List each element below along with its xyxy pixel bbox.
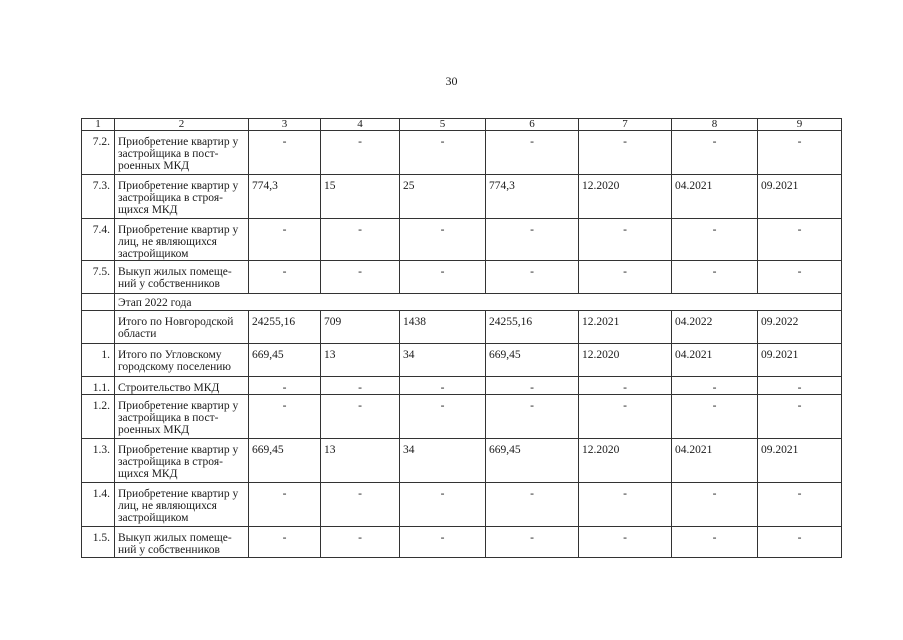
cell-col-3: 774,3 bbox=[249, 175, 321, 219]
table-row bbox=[82, 344, 842, 377]
cell-col-7: 12.2020 bbox=[579, 344, 672, 377]
header-cell: 7 bbox=[579, 119, 672, 131]
cell-col-4: - bbox=[321, 261, 400, 294]
table-row bbox=[82, 131, 842, 175]
cell-col-8: - bbox=[672, 219, 758, 261]
row-name: Приобретение квартир у застройщика в пост-роенных МКД bbox=[115, 395, 249, 439]
table-row bbox=[82, 377, 842, 395]
cell-col-9: - bbox=[758, 377, 842, 395]
cell-col-6: - bbox=[486, 219, 579, 261]
cell-col-6: - bbox=[486, 377, 579, 395]
cell-col-8: - bbox=[672, 131, 758, 175]
cell-col-9: - bbox=[758, 219, 842, 261]
cell-col-8: - bbox=[672, 261, 758, 294]
cell-col-9: 09.2021 bbox=[758, 439, 842, 483]
header-cell: 4 bbox=[321, 119, 400, 131]
cell-col-9: - bbox=[758, 395, 842, 439]
cell-col-6: - bbox=[486, 261, 579, 294]
cell-col-4: - bbox=[321, 219, 400, 261]
cell-col-6: 669,45 bbox=[486, 439, 579, 483]
cell-col-5: - bbox=[400, 377, 486, 395]
row-name: Строительство МКД bbox=[115, 377, 249, 395]
table-row bbox=[82, 261, 842, 294]
cell-col-5: - bbox=[400, 131, 486, 175]
row-number: 1.4. bbox=[82, 483, 115, 527]
row-name: Приобретение квартир у застройщика в строя-щихся МКД bbox=[115, 439, 249, 483]
table-row bbox=[82, 483, 842, 527]
table-row bbox=[82, 395, 842, 439]
cell-col-6: 669,45 bbox=[486, 344, 579, 377]
cell-col-9: - bbox=[758, 131, 842, 175]
row-number: 7.4. bbox=[82, 219, 115, 261]
cell-col-9: - bbox=[758, 527, 842, 558]
header-cell: 5 bbox=[400, 119, 486, 131]
cell-col-4: - bbox=[321, 395, 400, 439]
row-number: 7.2. bbox=[82, 131, 115, 175]
cell-col-6: 24255,16 bbox=[486, 311, 579, 344]
row-number: 7.5. bbox=[82, 261, 115, 294]
header-cell: 1 bbox=[82, 119, 115, 131]
cell-col-8: 04.2022 bbox=[672, 311, 758, 344]
cell-col-4: - bbox=[321, 377, 400, 395]
cell-col-8: - bbox=[672, 377, 758, 395]
row-number: 1.3. bbox=[82, 439, 115, 483]
cell-col-7: 12.2020 bbox=[579, 175, 672, 219]
cell-col-3: - bbox=[249, 377, 321, 395]
cell-col-6: - bbox=[486, 527, 579, 558]
header-row bbox=[82, 119, 842, 131]
cell-col-5: - bbox=[400, 219, 486, 261]
cell-col-8: 04.2021 bbox=[672, 439, 758, 483]
cell-col-7: 12.2021 bbox=[579, 311, 672, 344]
cell-col-5: - bbox=[400, 261, 486, 294]
cell-col-7: 12.2020 bbox=[579, 439, 672, 483]
table-row bbox=[82, 311, 842, 344]
cell-col-5: 25 bbox=[400, 175, 486, 219]
row-name: Приобретение квартир у лиц, не являющихся застройщиком bbox=[115, 219, 249, 261]
cell-col-3: - bbox=[249, 483, 321, 527]
row-name: Выкуп жилых помеще-ний у собственников bbox=[115, 527, 249, 558]
header-cell: 2 bbox=[115, 119, 249, 131]
row-number: 1. bbox=[82, 344, 115, 377]
cell-col-4: 13 bbox=[321, 439, 400, 483]
row-name: Итого по Угловскому городскому поселению bbox=[115, 344, 249, 377]
cell-col-4: - bbox=[321, 527, 400, 558]
cell-col-4: - bbox=[321, 483, 400, 527]
cell-col-6: 774,3 bbox=[486, 175, 579, 219]
cell-col-4: - bbox=[321, 131, 400, 175]
cell-col-9: - bbox=[758, 261, 842, 294]
cell-col-7: - bbox=[579, 261, 672, 294]
cell-col-7: - bbox=[579, 483, 672, 527]
cell-col-5: 34 bbox=[400, 439, 486, 483]
cell-col-7: - bbox=[579, 527, 672, 558]
cell-col-8: - bbox=[672, 395, 758, 439]
cell-col-8: 04.2021 bbox=[672, 175, 758, 219]
table-row bbox=[82, 439, 842, 483]
cell-col-7: - bbox=[579, 377, 672, 395]
row-number bbox=[82, 294, 115, 311]
header-cell: 6 bbox=[486, 119, 579, 131]
header-cell: 9 bbox=[758, 119, 842, 131]
row-name: Приобретение квартир у лиц, не являющихся застройщиком bbox=[115, 483, 249, 527]
cell-col-3: - bbox=[249, 131, 321, 175]
cell-col-9: 09.2021 bbox=[758, 175, 842, 219]
row-name: Выкуп жилых помеще-ний у собственников bbox=[115, 261, 249, 294]
cell-col-4: 709 bbox=[321, 311, 400, 344]
row-name: Приобретение квартир у застройщика в строя-щихся МКД bbox=[115, 175, 249, 219]
cell-col-4: 13 bbox=[321, 344, 400, 377]
cell-col-5: - bbox=[400, 527, 486, 558]
cell-col-5: - bbox=[400, 483, 486, 527]
row-number: 7.3. bbox=[82, 175, 115, 219]
header-cell: 8 bbox=[672, 119, 758, 131]
cell-col-3: - bbox=[249, 261, 321, 294]
cell-col-6: - bbox=[486, 395, 579, 439]
cell-col-3: 669,45 bbox=[249, 344, 321, 377]
row-name: Итого по Новгородской области bbox=[115, 311, 249, 344]
cell-col-8: 04.2021 bbox=[672, 344, 758, 377]
row-name: Приобретение квартир у застройщика в пост-роенных МКД bbox=[115, 131, 249, 175]
cell-col-3: 24255,16 bbox=[249, 311, 321, 344]
table-row bbox=[82, 219, 842, 261]
cell-col-9: 09.2021 bbox=[758, 344, 842, 377]
row-number bbox=[82, 311, 115, 344]
cell-col-4: 15 bbox=[321, 175, 400, 219]
table-row bbox=[82, 527, 842, 558]
cell-col-3: - bbox=[249, 527, 321, 558]
cell-col-8: - bbox=[672, 527, 758, 558]
stage-label: Этап 2022 года bbox=[115, 294, 842, 311]
cell-col-6: - bbox=[486, 131, 579, 175]
cell-col-6: - bbox=[486, 483, 579, 527]
cell-col-5: 34 bbox=[400, 344, 486, 377]
row-number: 1.5. bbox=[82, 527, 115, 558]
cell-col-9: - bbox=[758, 483, 842, 527]
cell-col-3: 669,45 bbox=[249, 439, 321, 483]
cell-col-5: - bbox=[400, 395, 486, 439]
stage-row bbox=[82, 294, 842, 311]
cell-col-3: - bbox=[249, 219, 321, 261]
row-number: 1.1. bbox=[82, 377, 115, 395]
cell-col-7: - bbox=[579, 395, 672, 439]
cell-col-7: - bbox=[579, 131, 672, 175]
cell-col-7: - bbox=[579, 219, 672, 261]
housing-program-table bbox=[81, 118, 842, 558]
cell-col-3: - bbox=[249, 395, 321, 439]
table-row bbox=[82, 175, 842, 219]
row-number: 1.2. bbox=[82, 395, 115, 439]
cell-col-5: 1438 bbox=[400, 311, 486, 344]
cell-col-8: - bbox=[672, 483, 758, 527]
header-cell: 3 bbox=[249, 119, 321, 131]
page-number: 30 bbox=[445, 74, 458, 88]
table-body bbox=[82, 119, 842, 558]
cell-col-9: 09.2022 bbox=[758, 311, 842, 344]
